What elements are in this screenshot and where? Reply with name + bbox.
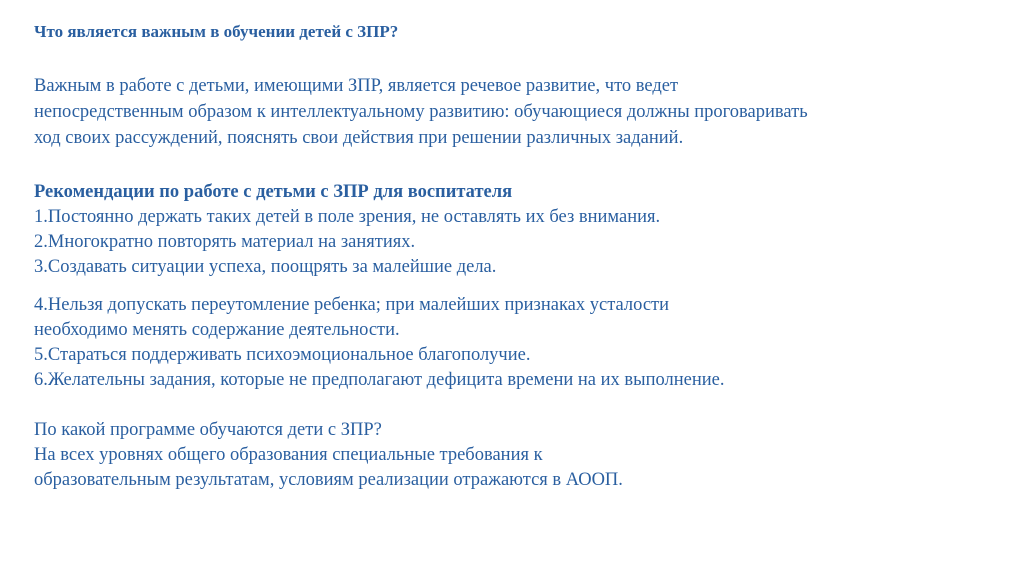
question1-title: Что является важным в обучении детей с ЗПР? — [34, 22, 399, 41]
recommendation-item-5: 5.Стараться поддерживать психоэмоциональное благополучие. — [34, 345, 531, 365]
question2-title: По какой программе обучаются дети с ЗПР? — [34, 420, 382, 440]
question1-line-2: непосредственным образом к интеллектуальному развитию: обучающиеся должны проговаривать — [34, 102, 808, 122]
recommendation-item-3: 3.Создавать ситуации успеха, поощрять за малейшие дела. — [34, 257, 497, 277]
recommendations-title: Рекомендации по работе с детьми с ЗПР для воспитателя — [34, 182, 513, 202]
recommendation-item-2: 2.Многократно повторять материал на занятиях. — [34, 232, 416, 252]
question2-line-1: На всех уровнях общего образования специальные требования к — [34, 445, 543, 465]
recommendation-item-4-cont: необходимо менять содержание деятельности. — [34, 320, 400, 340]
question1-line-1: Важным в работе с детьми, имеющими ЗПР, является речевое развитие, что ведет — [34, 76, 679, 96]
recommendation-item-4: 4.Нельзя допускать переутомление ребенка; при малейших признаках усталости — [34, 295, 670, 315]
question1-line-3: ход своих рассуждений, пояснять свои действия при решении различных заданий. — [34, 128, 684, 148]
recommendation-item-1: 1.Постоянно держать таких детей в поле зрения, не оставлять их без внимания. — [34, 207, 661, 227]
recommendation-item-6: 6.Желательны задания, которые не предполагают дефицита времени на их выполнение. — [34, 370, 725, 390]
question2-line-2: образовательным результатам, условиям реализации отражаются в АООП. — [34, 470, 623, 490]
